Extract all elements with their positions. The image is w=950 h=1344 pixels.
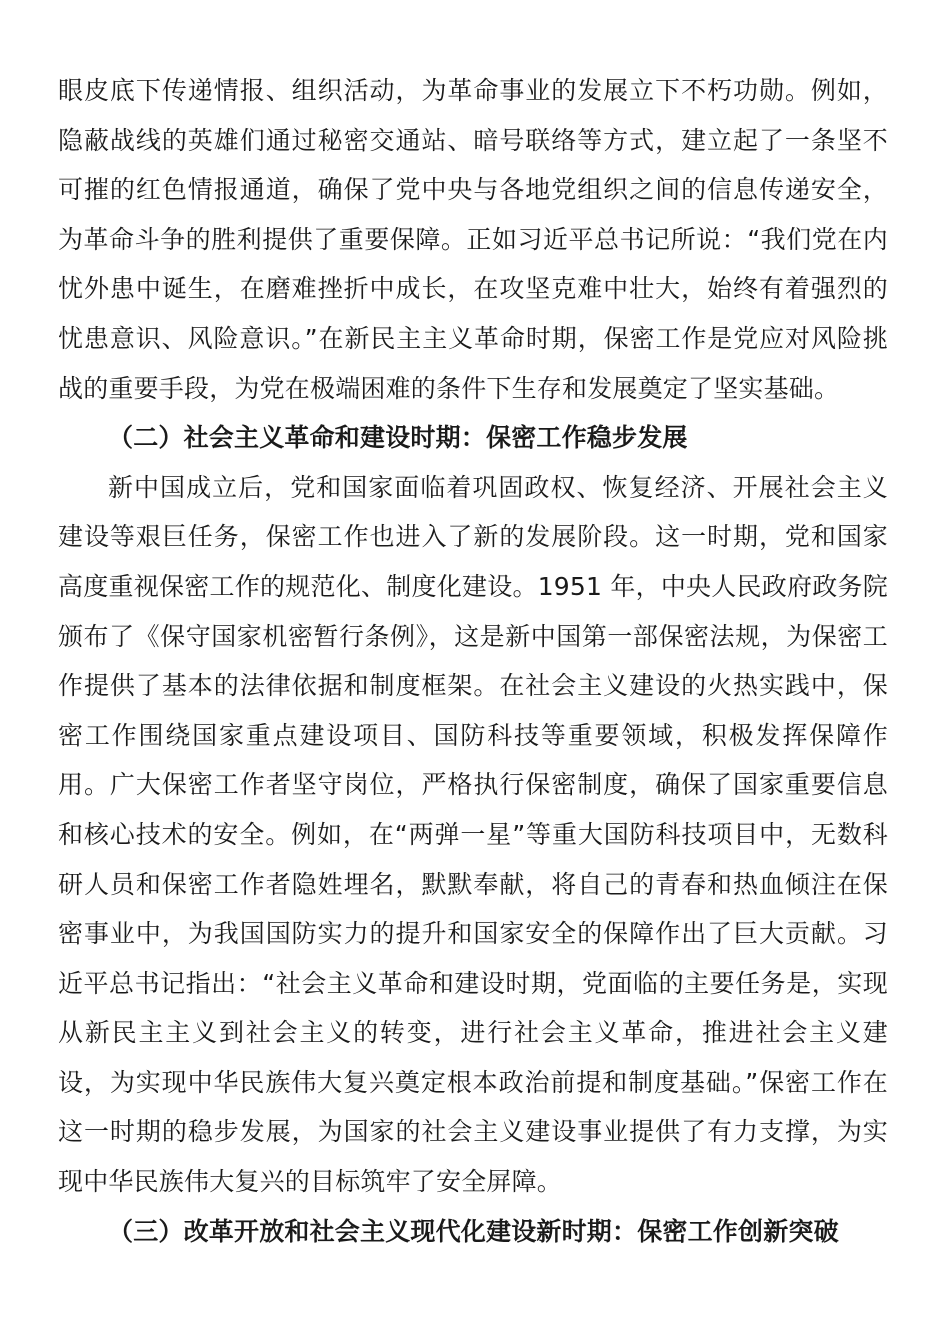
body-paragraph: 新中国成立后，党和国家面临着巩固政权、恢复经济、开展社会主义建设等艰巨任务，保密工作也进入了新的发展阶段。这一时期，党和国家高度重视保密工作的规范化、制度化建设。1951 年，中央人民政府政务院颁布了《保守国家机密暂行条例》，这是新中国第一部保密法规，为保密工作提供了基本的法律依据和制度框架。在社会主义建设的火热实践中，保密工作围绕国家重点建设项目、国防科技等重要领域，积极发挥保障作用。广大保密工作者坚守岗位，严格执行保密制度，确保了国家重要信息和核心技术的安全。例如，在“两弹一星”等重大国防科技项目中，无数科研人员和保密工作者隐姓埋名，默默奉献，将自己的青春和热血倾注在保密事业中，为我国国防实力的提升和国家安全的保障作出了巨大贡献。习近平总书记指出：“社会主义革命和建设时期，党面临的主要任务是，实现从新民主主义到社会主义的转变，进行社会主义革命，推进社会主义建设，为实现中华民族伟大复兴奠定根本政治前提和制度基础。”保密工作在这一时期的稳步发展，为国家的社会主义建设事业提供了有力支撑，为实现中华民族伟大复兴的目标筑牢了安全屏障。 bbox=[58, 472, 888, 1197]
section-heading-2: （二）社会主义革命和建设时期：保密工作稳步发展 bbox=[108, 423, 688, 453]
body-paragraph-continued: 眼皮底下传递情报、组织活动，为革命事业的发展立下不朽功勋。例如，隐蔽战线的英雄们通过秘密交通站、暗号联络等方式，建立起了一条坚不可摧的红色情报通道，确保了党中央与各地党组织之间的信息传递安全，为革命斗争的胜利提供了重要保障。正如习近平总书记所说：“我们党在内忧外患中诞生，在磨难挫折中成长，在攻坚克难中壮大，始终有着强烈的忧患意识、风险意识。”在新民主主义革命时期，保密工作是党应对风险挑战的重要手段，为党在极端困难的条件下生存和发展奠定了坚实基础。 bbox=[58, 76, 888, 403]
section-heading-3: （三）改革开放和社会主义现代化建设新时期：保密工作创新突破 bbox=[108, 1216, 839, 1246]
document-body bbox=[58, 66, 888, 1256]
